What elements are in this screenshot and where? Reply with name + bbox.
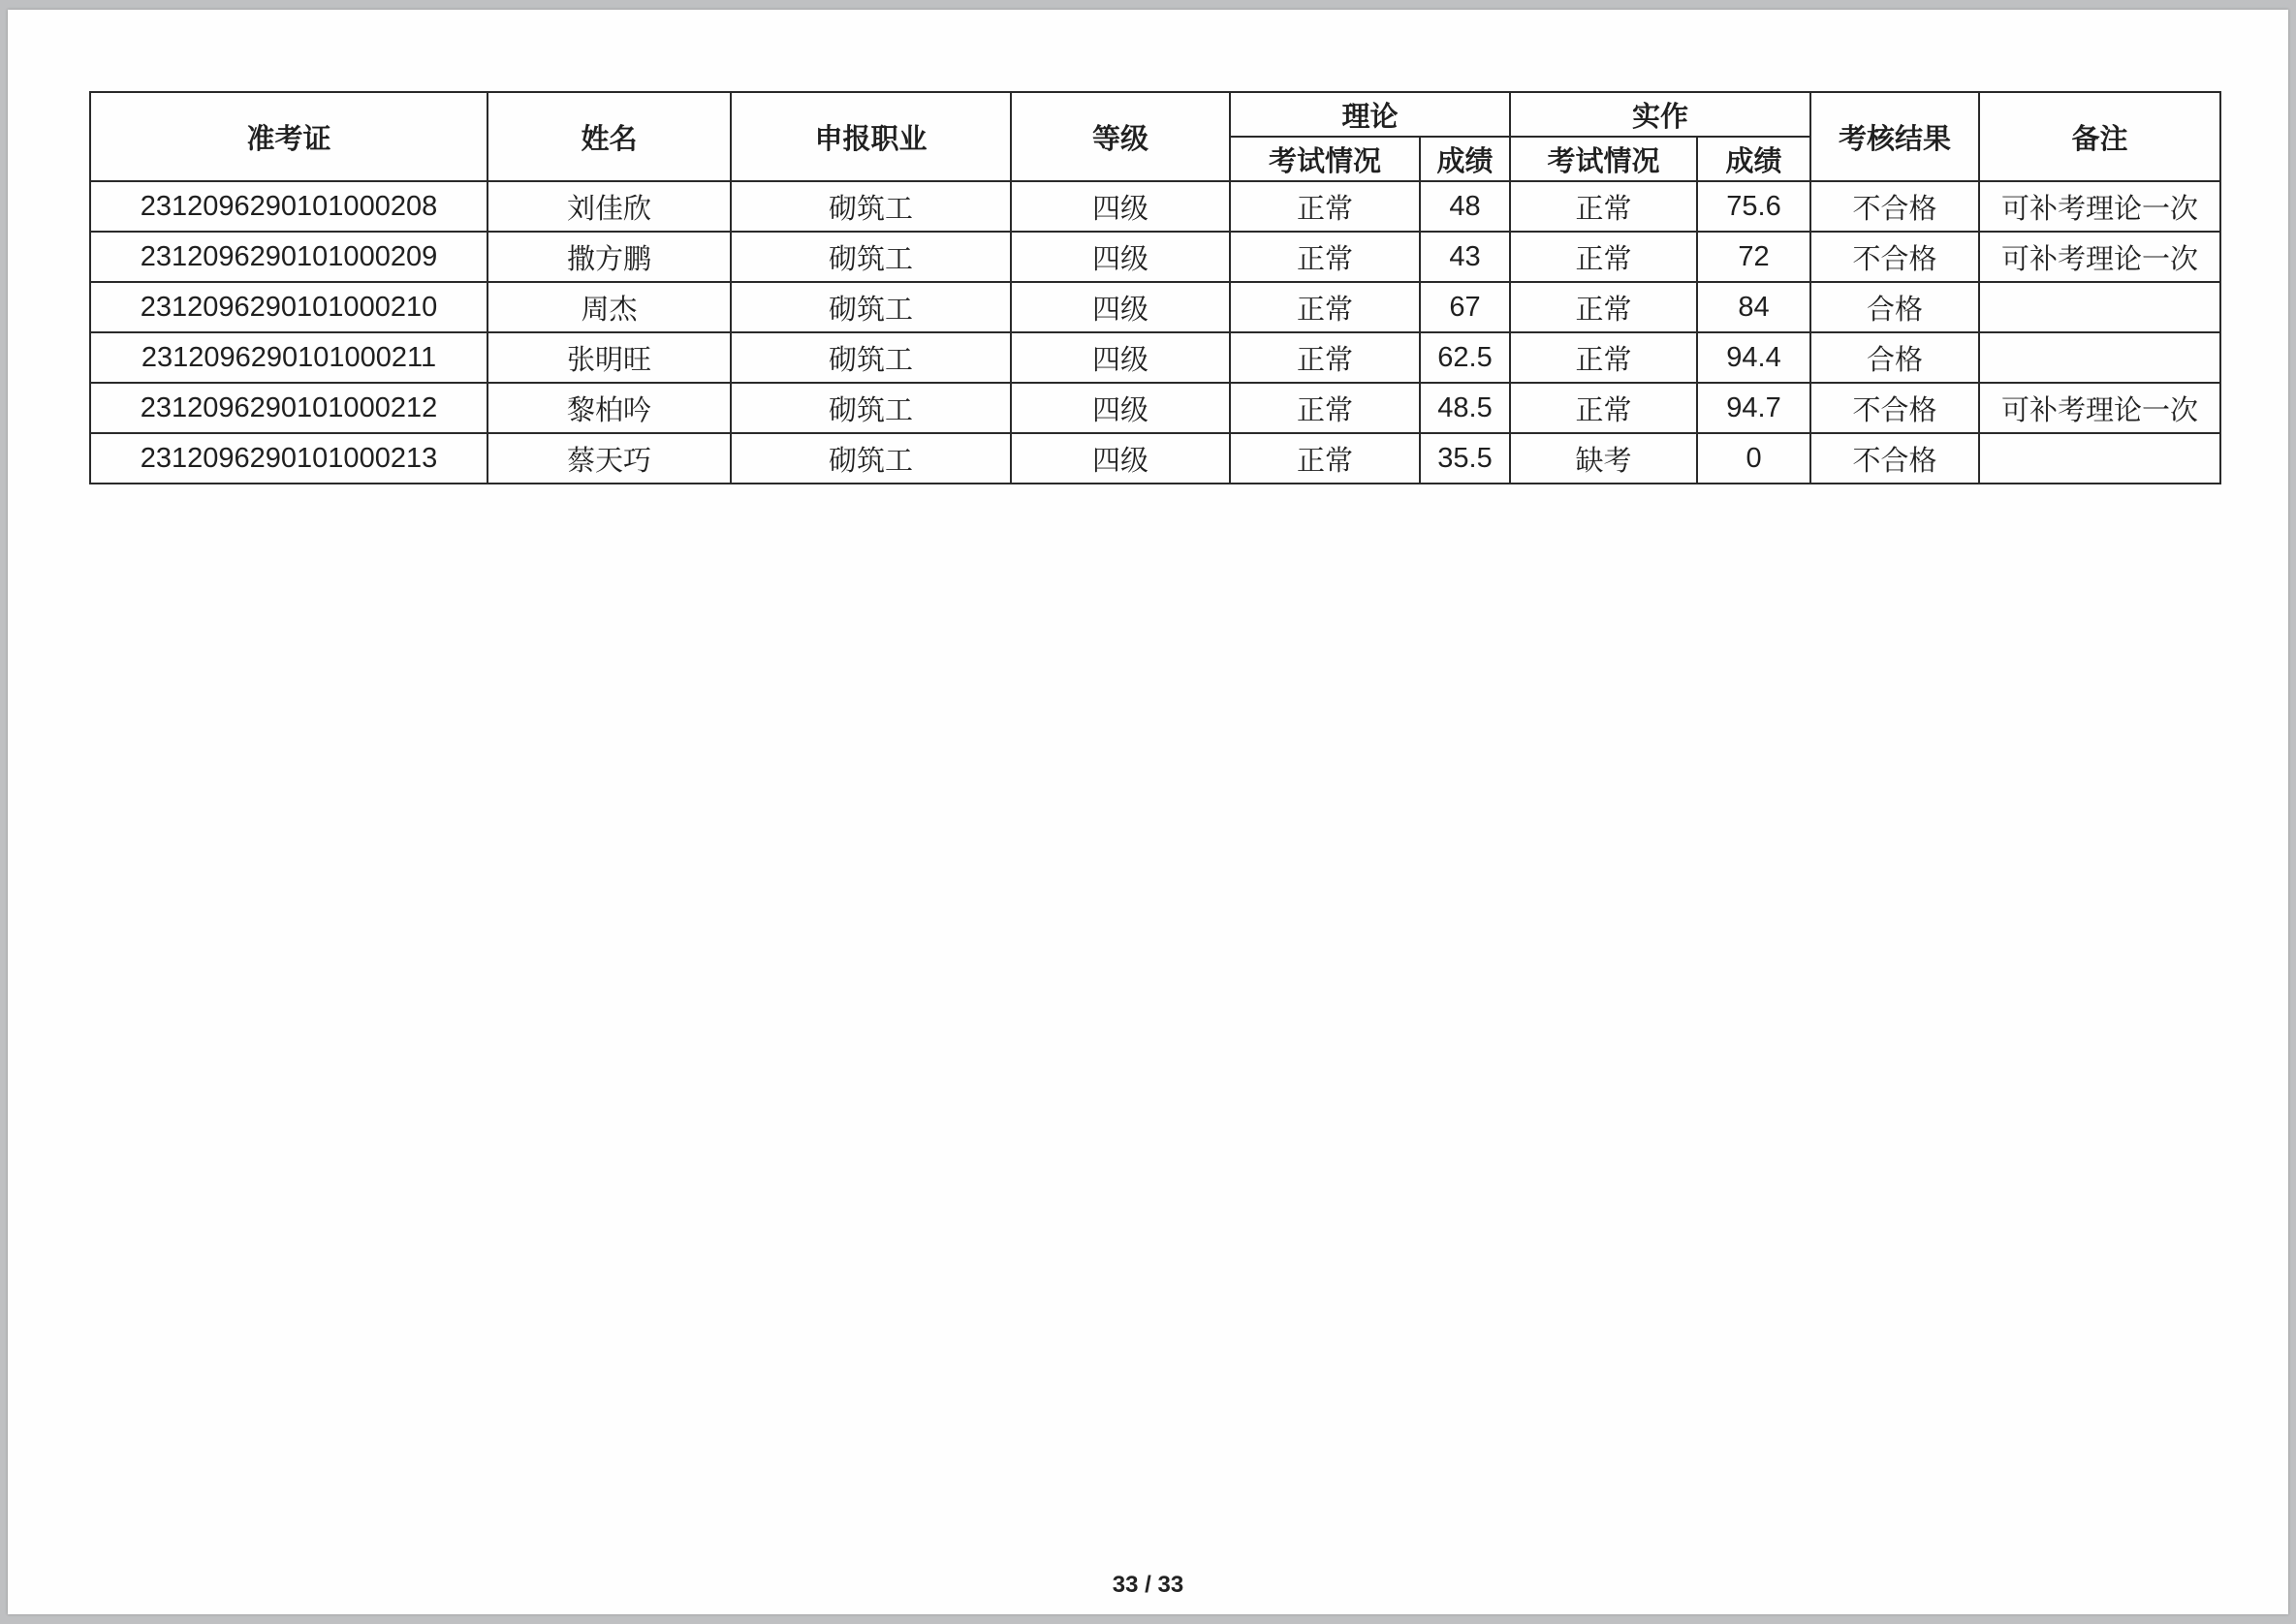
- document-page: [8, 10, 2288, 1614]
- cell-remark: [1979, 282, 2220, 332]
- cell-name: 蔡天巧: [488, 433, 731, 484]
- cell-occupation: 砌筑工: [731, 232, 1011, 282]
- page-indicator: 33 / 33: [1112, 1572, 1184, 1598]
- cell-remark: 可补考理论一次: [1979, 232, 2220, 282]
- cell-theory-status: 正常: [1230, 282, 1420, 332]
- cell-admission-no: 2312096290101000209: [90, 232, 488, 282]
- cell-level: 四级: [1011, 383, 1230, 433]
- cell-name: 黎柏吟: [488, 383, 731, 433]
- cell-admission-no: 2312096290101000213: [90, 433, 488, 484]
- table-row: [90, 232, 2220, 282]
- cell-practical-score: 94.7: [1697, 383, 1810, 433]
- table-header-row: [90, 92, 2220, 137]
- cell-result: 不合格: [1810, 433, 1979, 484]
- header-remark: 备注: [1979, 92, 2220, 181]
- cell-name: 周杰: [488, 282, 731, 332]
- cell-name: 撒方鹏: [488, 232, 731, 282]
- header-theory-group: 理论: [1230, 92, 1510, 137]
- cell-occupation: 砌筑工: [731, 383, 1011, 433]
- table-row: [90, 433, 2220, 484]
- header-occupation: 申报职业: [731, 92, 1011, 181]
- cell-level: 四级: [1011, 282, 1230, 332]
- cell-practical-score: 72: [1697, 232, 1810, 282]
- cell-practical-status: 正常: [1510, 232, 1697, 282]
- cell-admission-no: 2312096290101000212: [90, 383, 488, 433]
- cell-remark: 可补考理论一次: [1979, 383, 2220, 433]
- cell-practical-score: 0: [1697, 433, 1810, 484]
- cell-level: 四级: [1011, 433, 1230, 484]
- cell-occupation: 砌筑工: [731, 332, 1011, 383]
- cell-level: 四级: [1011, 181, 1230, 232]
- header-name: 姓名: [488, 92, 731, 181]
- table-row: [90, 383, 2220, 433]
- cell-name: 张明旺: [488, 332, 731, 383]
- cell-practical-score: 84: [1697, 282, 1810, 332]
- header-admission-no: 准考证: [90, 92, 488, 181]
- table-row: [90, 282, 2220, 332]
- cell-admission-no: 2312096290101000208: [90, 181, 488, 232]
- cell-practical-status: 正常: [1510, 383, 1697, 433]
- cell-level: 四级: [1011, 332, 1230, 383]
- cell-practical-score: 75.6: [1697, 181, 1810, 232]
- header-result: 考核结果: [1810, 92, 1979, 181]
- cell-result: 不合格: [1810, 232, 1979, 282]
- header-practical-score: 成绩: [1697, 137, 1810, 181]
- cell-result: 不合格: [1810, 181, 1979, 232]
- cell-practical-status: 缺考: [1510, 433, 1697, 484]
- cell-remark: [1979, 332, 2220, 383]
- cell-level: 四级: [1011, 232, 1230, 282]
- cell-remark: [1979, 433, 2220, 484]
- cell-theory-score: 48: [1420, 181, 1510, 232]
- cell-theory-status: 正常: [1230, 332, 1420, 383]
- cell-theory-score: 35.5: [1420, 433, 1510, 484]
- cell-theory-status: 正常: [1230, 232, 1420, 282]
- cell-result: 合格: [1810, 282, 1979, 332]
- cell-practical-status: 正常: [1510, 181, 1697, 232]
- table-row: [90, 332, 2220, 383]
- cell-theory-score: 43: [1420, 232, 1510, 282]
- table-row: [90, 181, 2220, 232]
- cell-occupation: 砌筑工: [731, 181, 1011, 232]
- cell-theory-score: 48.5: [1420, 383, 1510, 433]
- cell-theory-status: 正常: [1230, 433, 1420, 484]
- cell-result: 不合格: [1810, 383, 1979, 433]
- header-practical-status: 考试情况: [1510, 137, 1697, 181]
- cell-theory-status: 正常: [1230, 383, 1420, 433]
- results-table: [89, 91, 2221, 484]
- cell-theory-status: 正常: [1230, 181, 1420, 232]
- cell-admission-no: 2312096290101000211: [90, 332, 488, 383]
- cell-occupation: 砌筑工: [731, 433, 1011, 484]
- header-theory-status: 考试情况: [1230, 137, 1420, 181]
- cell-remark: 可补考理论一次: [1979, 181, 2220, 232]
- header-practical-group: 实作: [1510, 92, 1810, 137]
- cell-practical-status: 正常: [1510, 332, 1697, 383]
- cell-admission-no: 2312096290101000210: [90, 282, 488, 332]
- cell-occupation: 砌筑工: [731, 282, 1011, 332]
- cell-practical-score: 94.4: [1697, 332, 1810, 383]
- cell-practical-status: 正常: [1510, 282, 1697, 332]
- cell-result: 合格: [1810, 332, 1979, 383]
- header-theory-score: 成绩: [1420, 137, 1510, 181]
- cell-theory-score: 67: [1420, 282, 1510, 332]
- header-level: 等级: [1011, 92, 1230, 181]
- cell-name: 刘佳欣: [488, 181, 731, 232]
- cell-theory-score: 62.5: [1420, 332, 1510, 383]
